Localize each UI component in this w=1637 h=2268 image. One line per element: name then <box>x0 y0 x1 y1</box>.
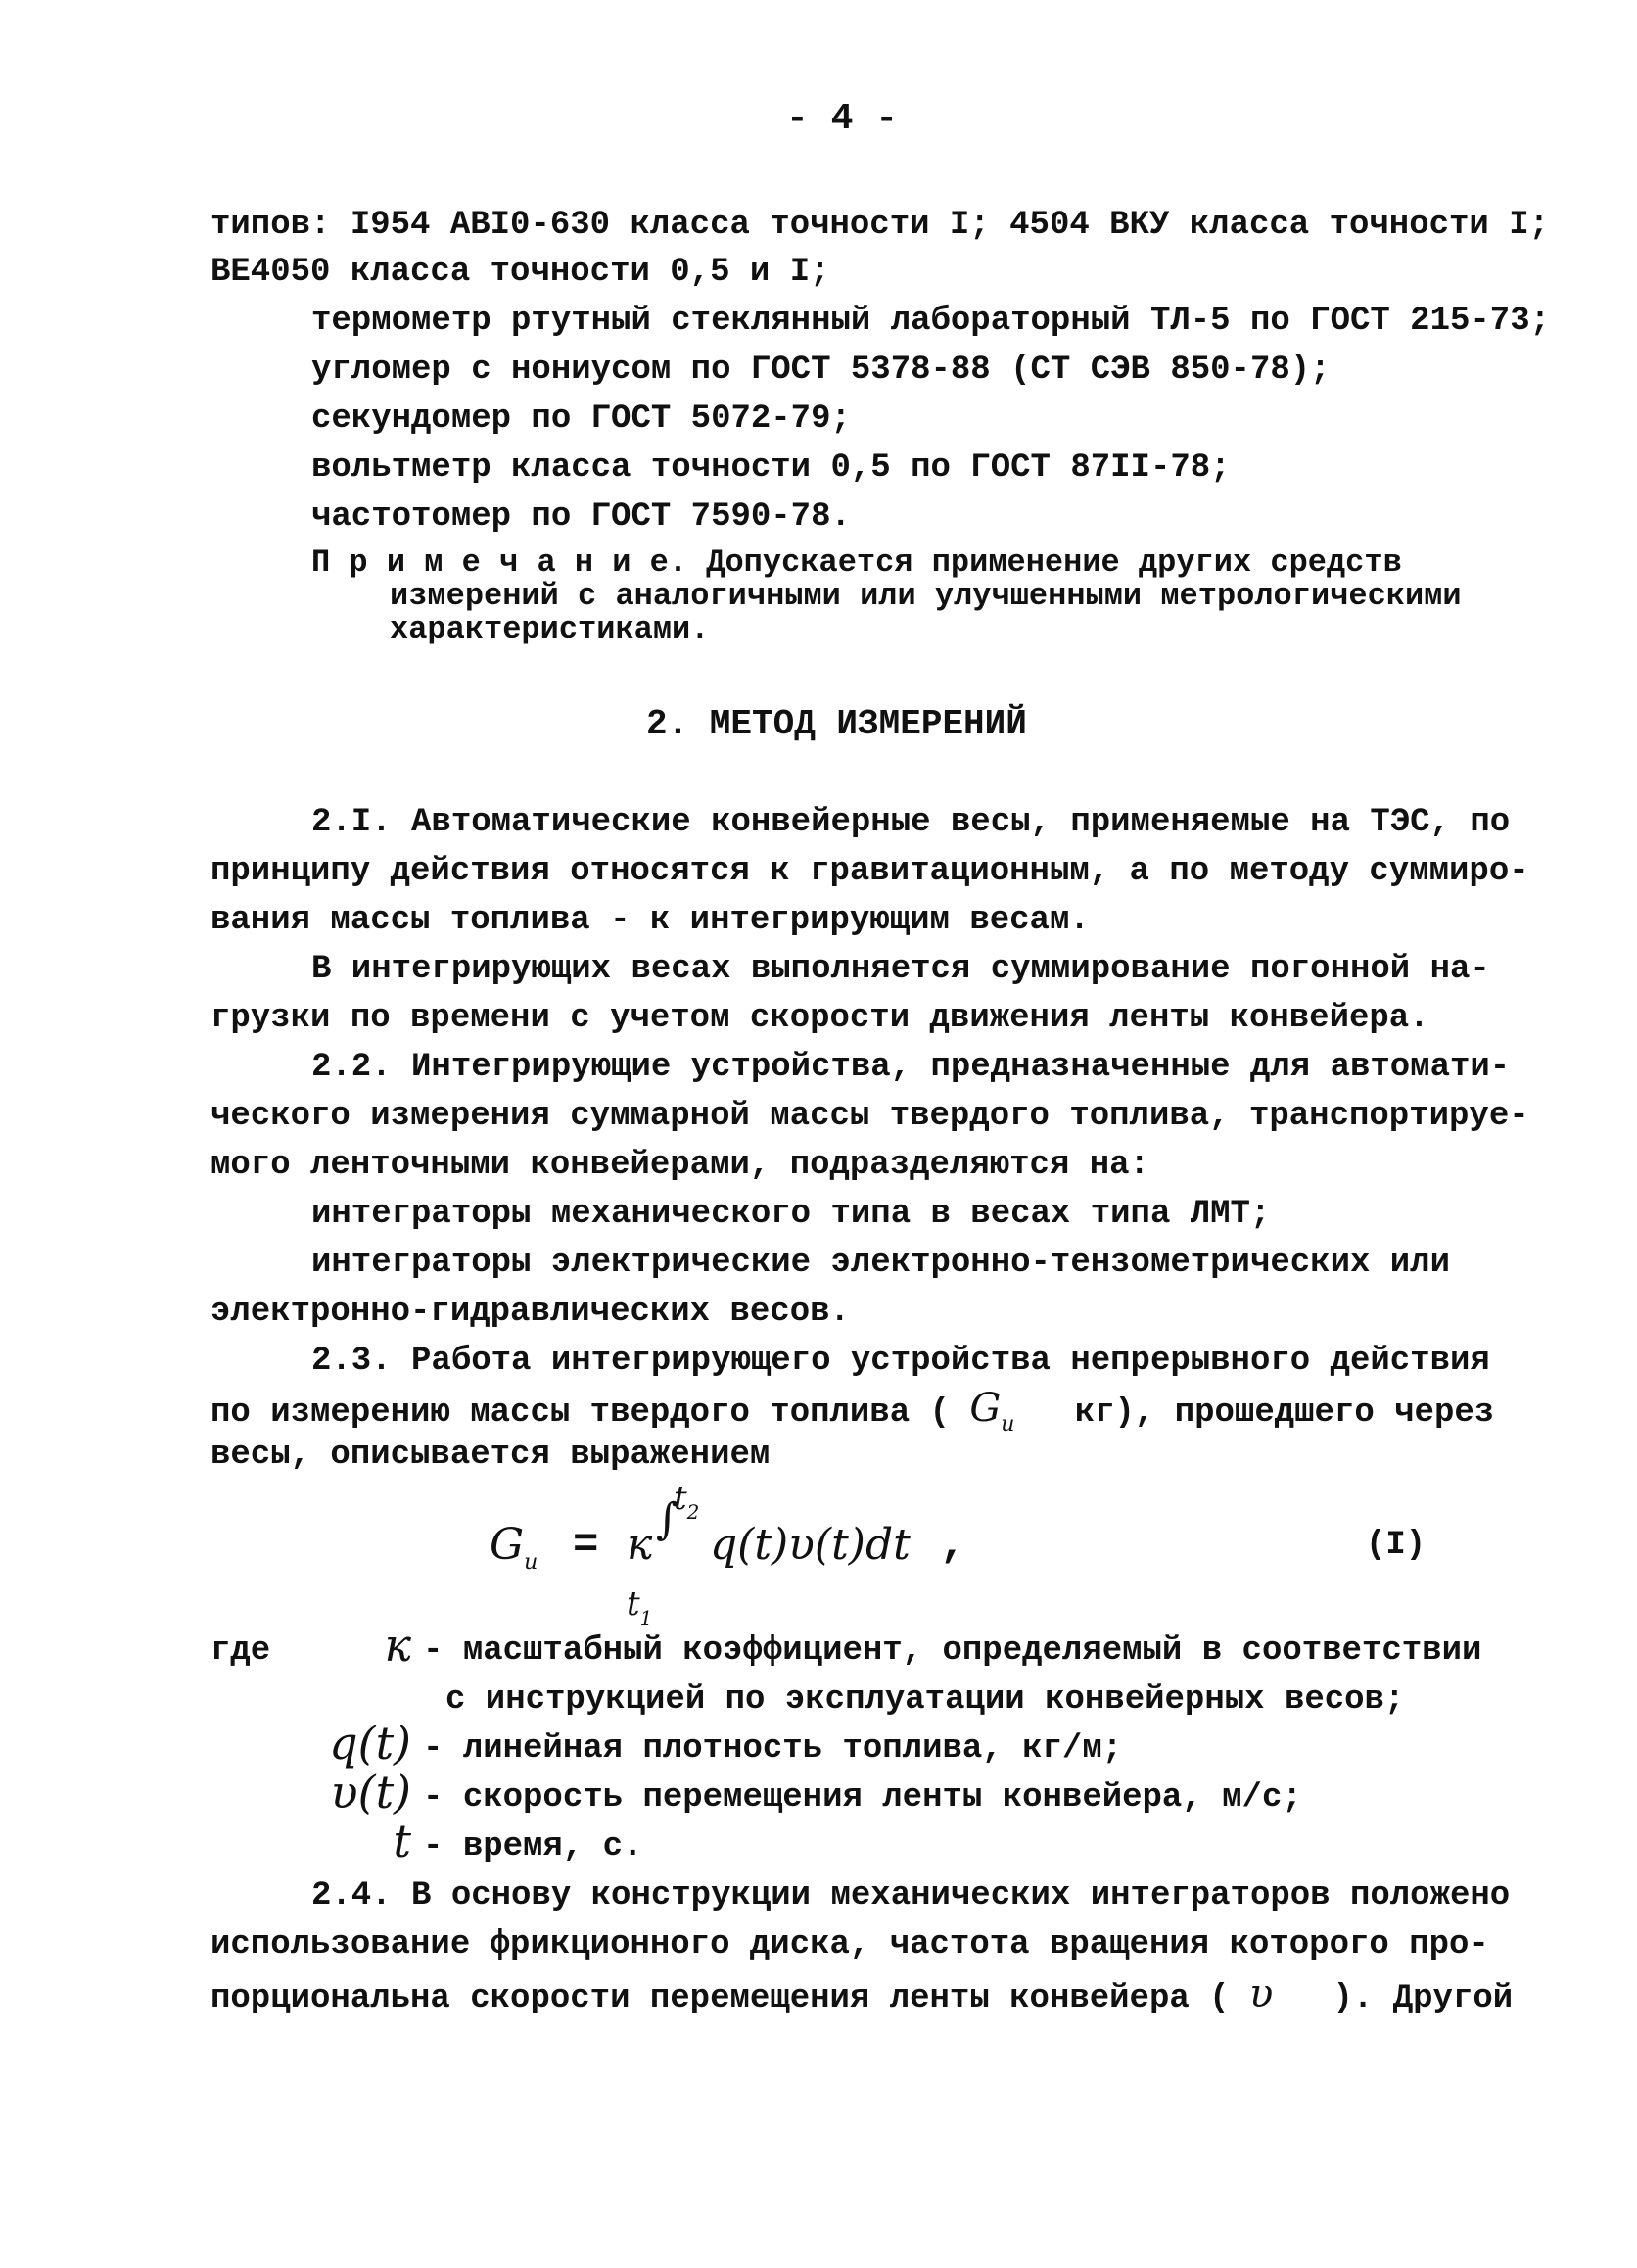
def-symbol <box>294 1717 411 1771</box>
def-symbol-t: t <box>393 1815 411 1867</box>
paragraph-line: 2.2. Интегрирующие устройства, предназначенные для автомати- <box>311 1049 1511 1086</box>
upper-limit-subscript: 2 <box>686 1500 700 1524</box>
list-item: вольтметр класса точности 0,5 по ГОСТ 87II-78; <box>311 449 1231 487</box>
symbol-v: υ <box>1248 1971 1274 2016</box>
symbol-subscript: и <box>1001 1412 1015 1437</box>
formula-integrand: q(t)υ(t)dt <box>710 1520 911 1570</box>
text-segment: кг), прошедшего через <box>1074 1394 1495 1432</box>
formula-lhs <box>490 1521 538 1578</box>
def-dash: - <box>423 1730 444 1768</box>
formula <box>470 1474 1449 1630</box>
section-title: 2. МЕТОД ИЗМЕРЕНИЙ <box>646 704 1027 744</box>
text-segment: порциональна скорости перемещения ленты конвейера ( <box>210 1980 1230 2017</box>
def-symbol-q: q(t) <box>329 1717 411 1770</box>
text-line: ВЕ4050 класса точности 0,5 и I; <box>210 254 830 291</box>
paragraph-line: мого ленточными конвейерами, подразделяются на: <box>210 1147 1149 1184</box>
def-symbol <box>294 1815 411 1868</box>
def-line <box>423 1827 642 1866</box>
def-symbol-k: к <box>384 1619 411 1672</box>
text-segment: по измерению массы твердого топлива ( <box>210 1394 950 1432</box>
paragraph-line: В интегрирующих весах выполняется суммирование погонной на- <box>311 951 1490 988</box>
paragraph-line: весы, описывается выражением <box>210 1437 771 1474</box>
list-item: угломер с нониусом по ГОСТ 5378-88 (СТ СЭВ 850-78); <box>311 352 1331 389</box>
paragraph-line: грузки по времени с учетом скорости движения ленты конвейера. <box>210 1000 1429 1037</box>
list-item: электронно-гидравлических весов. <box>210 1294 850 1331</box>
def-line <box>423 1729 1122 1769</box>
lower-limit-symbol: t <box>627 1584 640 1624</box>
paragraph-line <box>210 1971 1514 2018</box>
where-word: где <box>210 1632 271 1670</box>
text-segment: ). Другой <box>1333 1980 1514 2017</box>
integral-upper-limit <box>674 1474 699 1527</box>
def-dash: - <box>423 1779 444 1817</box>
def-line: с инструкцией по эксплуатации конвейерных весов; <box>445 1681 1405 1719</box>
integral-lower-limit <box>627 1580 652 1632</box>
def-symbol-v: υ(t) <box>330 1766 411 1819</box>
def-dash: - <box>423 1632 444 1670</box>
paragraph-line: вания массы топлива - к интегрирующим весам. <box>210 902 1090 939</box>
page-number: - 4 - <box>786 98 899 140</box>
list-item: интеграторы механического типа в весах типа ЛМТ; <box>311 1196 1271 1233</box>
list-item: термометр ртутный стеклянный лабораторный ТЛ-5 по ГОСТ 215-73; <box>311 303 1551 340</box>
note-text: Допускается применение других средств <box>706 544 1402 581</box>
note-line: характеристиками. <box>390 611 710 647</box>
paragraph-line: 2.4. В основу конструкции механических интеграторов положено <box>311 1877 1511 1914</box>
def-text: масштабный коэффициент, определяемый в соответствии <box>462 1632 1482 1670</box>
paragraph-line: 2.I. Автоматические конвейерные весы, применяемые на ТЭС, по <box>311 804 1511 841</box>
symbol-G: G <box>969 1386 1002 1431</box>
formula-number: (I) <box>1366 1527 1427 1564</box>
list-item: секундомер по ГОСТ 5072-79; <box>311 401 851 438</box>
note-line <box>311 546 1402 580</box>
formula-lhs-subscript: и <box>524 1550 538 1575</box>
def-line <box>423 1631 1481 1671</box>
note-label: П р и м е ч а н и е. <box>311 544 688 581</box>
def-symbol <box>294 1766 411 1819</box>
formula-coefficient: к <box>627 1520 653 1570</box>
def-dash: - <box>423 1828 444 1866</box>
def-symbol <box>304 1619 411 1673</box>
formula-equals: = <box>573 1521 599 1570</box>
def-line <box>423 1778 1302 1818</box>
list-item: интеграторы электрические электронно-тензометрических или <box>311 1245 1450 1282</box>
paragraph-line: 2.3. Работа интегрирующего устройства непрерывного действия <box>311 1343 1490 1380</box>
def-text: время, с. <box>462 1828 643 1866</box>
integral-sign: ∫ <box>656 1494 678 1544</box>
formula-lhs-symbol: G <box>490 1520 525 1570</box>
upper-limit-symbol: t <box>674 1479 687 1518</box>
formula-comma: , <box>940 1521 966 1570</box>
text-line: типов: I954 АВI0-630 класса точности I; 4504 ВКУ класса точности I; <box>210 207 1550 244</box>
paragraph-line: ческого измерения суммарной массы твердого топлива, транспортируе- <box>210 1098 1529 1135</box>
list-item: частотомер по ГОСТ 7590-78. <box>311 498 851 536</box>
def-text: скорость перемещения ленты конвейера, м/с; <box>462 1779 1302 1817</box>
paragraph-line: принципу действия относятся к гравитационным, а по методу суммиро- <box>210 853 1529 890</box>
note-line: измерений с аналогичными или улучшенными метрологическими <box>390 578 1462 614</box>
paragraph-line <box>210 1386 1495 1437</box>
lower-limit-subscript: 1 <box>639 1606 653 1630</box>
paragraph-line: использование фрикционного диска, частота вращения которого про- <box>210 1926 1489 1963</box>
def-text: линейная плотность топлива, кг/м; <box>462 1730 1123 1768</box>
